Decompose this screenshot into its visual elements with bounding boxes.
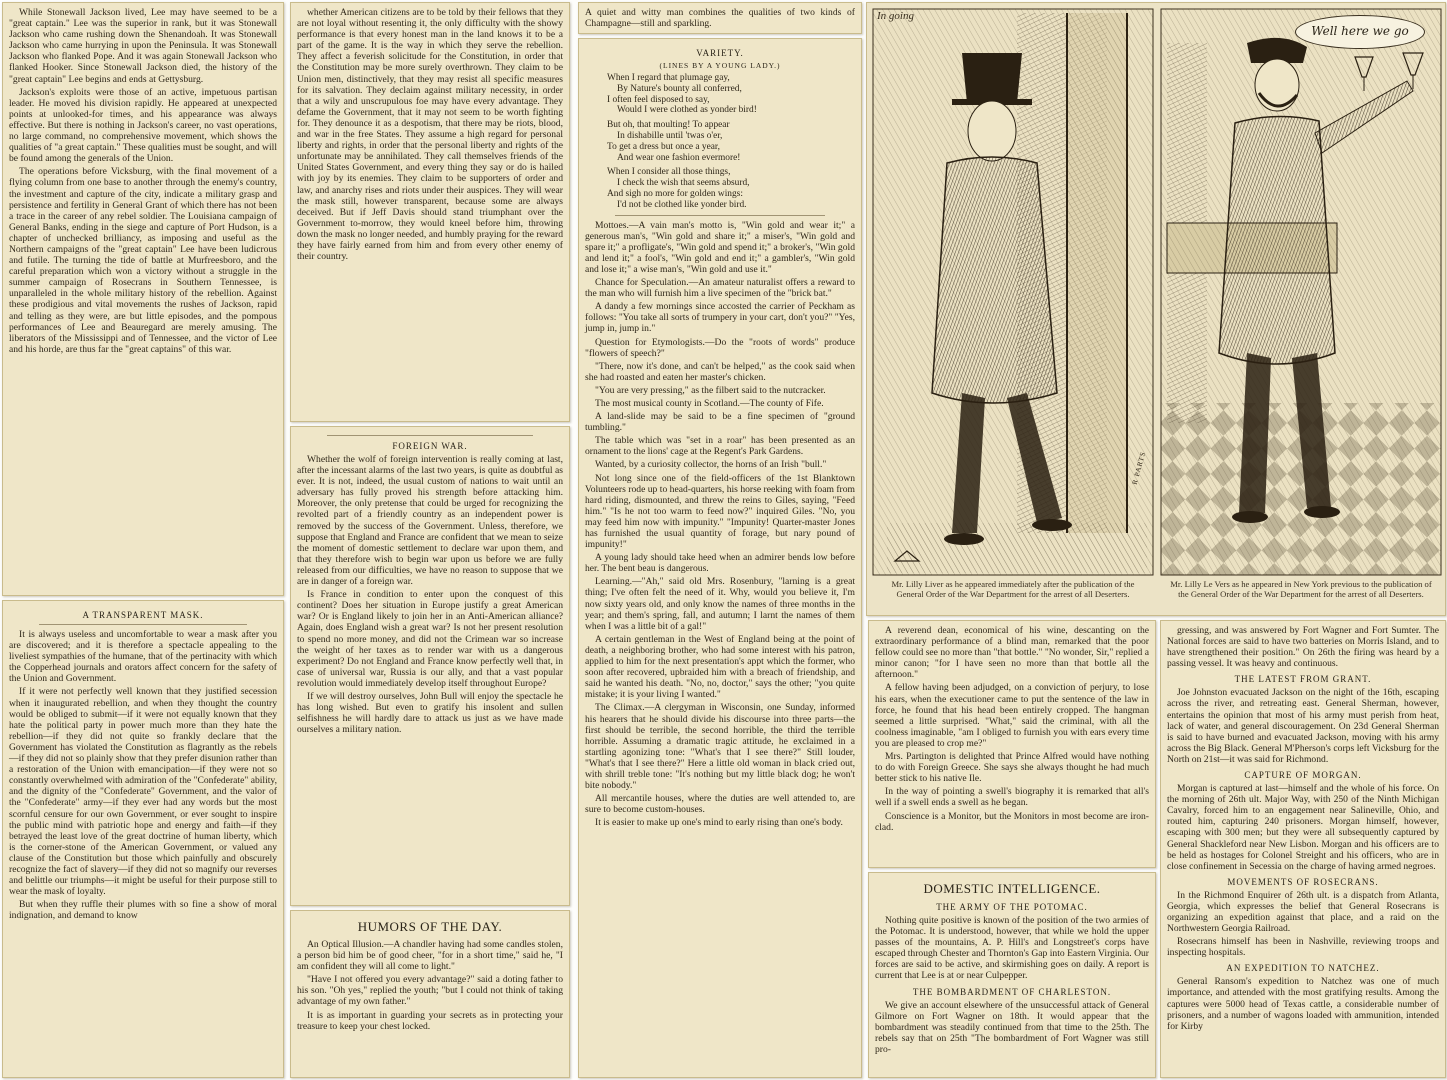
paragraph: In the Richmond Enquirer of 26th ult. is a dispatch from Atlanta, Georgia, which expresses the belief that General Rosecrans is organizing an expedition against that place, and a raid on the Northwestern Georgia Railroad.: [1167, 889, 1439, 935]
paragraph: Nothing quite positive is known of the position of the two armies of the Potomac. It is understood, however, that while we hold the upper passes of the mountains, A. P. Hill's and Longstreet's corps have escaped through Chester and Thornton's Gap into Eastern Virginia. Our forces are said to be active, and skirmishing goes on daily. A report is current that Lee is at or near Culpepper.: [875, 915, 1149, 982]
heading-variety: VARIETY.: [696, 48, 744, 58]
paragraph: Question for Etymologists.—Do the "roots of words" produce "flowers of speech?": [585, 336, 855, 359]
clipping-war-news: [1160, 620, 1446, 1078]
paragraph: Not long since one of the field-officers of the 1st Blanktown Volunteers rode up to head-quarters, his horse reeking with foam from hard riding, dismounted, and threw the reins to Giles, saying, "Feed him." "Is he not too warm to feed now?" inquired Giles. "No, you may feed him now with impunity." "Impunity! Quarter-master Jones has furnished the usual quantity of forage, but nary pound of impunity!": [585, 472, 855, 551]
paragraph: Mrs. Partington is delighted that Prince Alfred would have nothing to do with Foreign Greece. She says she always thought he had much better stick to his native Ile.: [875, 751, 1149, 785]
paragraph: A land-slide may be said to be a fine specimen of "ground tumbling.": [585, 411, 855, 434]
subheading-army-potomac: THE ARMY OF THE POTOMAC.: [936, 902, 1088, 912]
subheading-capture-morgan: CAPTURE OF MORGAN.: [1244, 770, 1362, 781]
paragraph: Jackson's exploits were those of an active, impetuous partisan leader. He moved his division rapidly. He appeared at unexpected points at unlooked-for times, and his appearance was always effective. But there is nothing in Jackson's career, no vast operations, no large command, no comprehensive movement, which shows the qualities of "a great captain." These qualities must be sought, and will be found among the generals of the Union.: [9, 86, 277, 165]
clipping-champagne: [578, 2, 862, 34]
paragraph: If we will destroy ourselves, John Bull will enjoy the spectacle he has long wished. But even to gratify his insolent and sullen selfishness he will hardly dare to attack us just as we have made ourselves a military nation.: [297, 690, 563, 736]
caption-right: Mr. Lilly Le Vers as he appeared in New York previous to the publication of the General Order of the War Department for the arrest of all Deserters.: [1170, 579, 1432, 599]
column4-paragraphs: [875, 625, 1149, 833]
clipping-anecdotes: [868, 620, 1156, 868]
engraving-lilly-liver: [866, 2, 1446, 616]
paragraph: Whether the wolf of foreign intervention is really coming at last, after the incessant alarms of the last two years, is quite as doubtful as ever. It is not, indeed, the usual custom of nations to wait until an adversary has fully proved his strength before attacking him. Moreover, the only pretense that could be urged for recognizing the revolted part of a friendly country as an independent power is removed by the success of the Government. Unless, therefore, we suppose that England and France are confident that we mean to seize the moment of domestic settlement to declare war upon them, and that they therefore wish to begin war upon us before we are fully released from our difficulties, we have no reason to suppose that we are in danger of a foreign war.: [297, 454, 563, 588]
paragraph: All mercantile houses, where the duties are well attended to, are sure to become custom-houses.: [585, 793, 855, 816]
heading-humors-of-the-day: HUMORS OF THE DAY.: [357, 919, 503, 934]
column3-paragraphs: [585, 220, 855, 829]
divider: [39, 624, 247, 625]
column2-paragraphs-2: [297, 454, 563, 735]
clipping-humors: [290, 910, 570, 1078]
paragraph: A certain gentleman in the West of England being at the point of death, a neighboring brother, who had some interest with his patron, applied to him for the next presentation's appt which the former, who soon after recovered, upbraided him with a breach of friendship, and said he wanted his death. "No, no, doctor," says the other; "you quite mistake; it is your living I wanted.": [585, 633, 855, 701]
poem-line: By Nature's bounty all conferred,: [617, 83, 742, 94]
paragraph: An Optical Illusion.—A chandler having had some candles stolen, a person bid him be of good cheer, "for in a short time," said he, "I am confident they will all come to light.": [297, 939, 563, 973]
column2-paragraphs: [297, 7, 563, 262]
column1-paragraphs: [9, 7, 277, 355]
engraving-illustration: [867, 3, 1446, 616]
column5-paragraphs-2: [1167, 687, 1439, 765]
paragraph: Rosecrans himself has been in Nashville, reviewing troops and inspecting hospitals.: [1167, 936, 1439, 959]
column2-paragraphs-3: [297, 939, 563, 1032]
paragraph: Morgan is captured at last—himself and the whole of his force. On the morning of 26th ult. Major Way, with 250 of the Ninth Michigan Cavalry, forced him to an engagement near Salineville, Ohio, and routed him, capturing 240 prisoners. Morgan himself, however, escaping with 300 men; but they were all subsequently captured by General Shackleford near New Lisbon. Morgan and his officers are to be held as hostages for Colonel Streight and his officers, who are in close confinement in Secessia on the charge of having armed negroes.: [1167, 783, 1439, 872]
paragraph: Is France in condition to enter upon the conquest of this continent? Does her situation in Europe justify a great American war? Or is England likely to join her in an Anti-American alliance? Again, does England wish a great war? Is not her present resolution to spend no more money, and did not the Crimean war so increase the weight of her taxes as to render war with us a dangerous experiment? Do not England and France know perfectly well that, in case of universal war, Russia is our ally, and that a vast popular revolution would immediately develop itself throughout Europe?: [297, 589, 563, 689]
poem-line: In dishabille until 'twas o'er,: [617, 130, 723, 141]
paragraph: In the way of pointing a swell's biography it is remarked that all's well if a swell ends a swell as he began.: [875, 786, 1149, 809]
poem-line: I check the wish that seems absurd,: [617, 178, 750, 189]
column4-paragraphs-3: [875, 1000, 1149, 1055]
column5-paragraphs-5: [1167, 976, 1439, 1031]
paragraph: "Have I not offered you every advantage?" said a doting father to his son. "Oh yes," replied the youth; "but I could not think of taking advantage of my own father.": [297, 974, 563, 1008]
paragraph: A reverend dean, economical of his wine, descanting on the extraordinary performance of a blind man, remarked that the poor fellow could see no more than "that bottle." "No wonder, Sir," replied a minor canon; "for I have seen no more than that bottle all the afternoon.": [875, 625, 1149, 681]
paragraph: A young lady should take heed when an admirer bends low before her. The bent beau is dangerous.: [585, 552, 855, 575]
subheading-bombardment-charleston: THE BOMBARDMENT OF CHARLESTON.: [912, 986, 1112, 997]
heading-transparent-mask: A TRANSPARENT MASK.: [82, 610, 204, 620]
paragraph: "You are very pressing," as the filbert said to the nutcracker.: [595, 384, 826, 396]
poem-line: When I consider all those things,: [607, 167, 731, 178]
clipping-domestic-intelligence: [868, 872, 1156, 1078]
column4-paragraphs-2: [875, 915, 1149, 982]
door-sign: R PARTS: [1130, 450, 1148, 486]
paragraph: Conscience is a Monitor, but the Monitors in most become are iron-clad.: [875, 810, 1149, 833]
column5-paragraphs: [1167, 625, 1439, 669]
clipping-mask-continued: [290, 2, 570, 422]
paragraph: If it were not perfectly well known that they justified secession when it inaugurated rebellion, and when they thought the country would be obliged to submit—if it were not equally known that they hate the political party in power much more than they hate the rebellion—if they did not quite so frankly declare that the Government has violated the Constitution as flagrantly as the rebels—if they did not so plainly show that they prefer disunion rather than a restoration of the Union with emancipation—if they were not so constantly overwhelmed with admiration of the "Confederate" ability, and the dignity of the "Confederate" Government, and the valor of the "Confederate" army—if they ever had any words but the most scornful censure for our own Government, or ever sought to inspire the public mind with patriotic hope and energy and faith—if they betrayed the least love of the great doctrine of human liberty, which is the corner-stone of the American Government, or valued any clause of the Constitution but those which painfully and obscurely recognize the fact of slavery—if they did not so magnify our reverses and belittle our triumphs—it might be useful for their purpose still to wear the mask of loyalty.: [9, 686, 277, 898]
paragraph: While Stonewall Jackson lived, Lee may have seemed to be a "great captain." Lee was the superior in rank, but it was Stonewall Jackson who came rushing down the Shenandoah. It was Stonewall Jackson who came hurrying in upon the Peninsula. It was Stonewall Jackson who flanked Pope. And it was again Stonewall Jackson who flanked Hooker. Since Stonewall Jackson died, the history of the "great captain" Lee begins and ends at Gettysburg.: [9, 7, 277, 85]
engraving-label-left: In going: [877, 10, 914, 22]
column5-paragraphs-3: [1167, 783, 1439, 872]
paragraph: Mottoes.—A vain man's motto is, "Win gold and wear it;" a generous man's, "Win gold and share it;" a miser's, "Win gold and spare it;" a profligate's, "Win gold and spend it;" a broker's, "Win gold and lend it;" a fool's, "Win gold and end it;" a gambler's, "Win gold and lose it;" a wise man's, "Win gold and use it.": [585, 219, 855, 275]
clipping-variety: [578, 38, 862, 1078]
poem-line: I'd not be clothed like yonder bird.: [617, 199, 747, 210]
subheading-movements-rosecrans: MOVEMENTS OF ROSECRANS.: [1227, 876, 1379, 887]
paragraph: Joe Johnston evacuated Jackson on the night of the 16th, escaping across the river, and retreating east. General Sherman, however, entertains the opinion that most of his army must perish from heat, lack of water, and general discouragement. On 23d General Sherman is said to have burned and evacuated Jackson, moving with his army across the Big Black. General M'Pherson's corps left Vicksburg for the North on 21st—it was said for Richmond.: [1167, 687, 1439, 765]
poem-line: I often feel disposed to say,: [607, 94, 710, 105]
clipping-great-captain: [2, 2, 284, 596]
poem-line: To get a dress but once a year,: [607, 141, 720, 152]
column1-paragraphs-2: [9, 629, 277, 921]
paragraph: We give an account elsewhere of the unsuccessful attack of General Gilmore on Fort Wagner on 18th. It would appear that the bombardment was steadily continued from that time to the 25th. The rebels say that on 25th "The bombardment of Fort Wagner was still pro-: [875, 999, 1149, 1055]
divider: [327, 435, 533, 436]
subheading-variety: (LINES BY A YOUNG LADY.): [659, 61, 781, 70]
heading-domestic-intelligence: DOMESTIC INTELLIGENCE.: [923, 881, 1101, 896]
column5-paragraphs-4: [1167, 890, 1439, 959]
paragraph: The operations before Vicksburg, with the final movement of a flying column from one base to another through the enemy's country, the investment and capture of the city, indicate a military grasp and persistence and fertility in General Grant of which there has not been a trace in the career of any rebel soldier. The Louisiana campaign of General Banks, ending in the siege and capture of Port Hudson, is a chapter of unchecked brilliancy, as imposing and useful as the Northern campaigns of the "great captain" Lee have been ludicrous and futile. The turning the tide of battle at Murfreesboro, and the careful preparation which won a victory without a struggle in the summer campaign of Rosecrans in Southern Tennessee, is unparalleled in the whole military history of the rebellion. Against these prodigious and vital movements the rushes of Jackson, rapid and telling as they were, are but little episodes, and the pompous performances of Lee and Beauregard are merely amusing. The liberators of the Mississippi and of Tennessee, and the victor of Lee and his horde, are thus far the "great captains" of this war.: [9, 166, 277, 355]
poem-line: And wear one fashion evermore!: [617, 152, 741, 163]
paragraph: It is easier to make up one's mind to early rising than one's body.: [595, 817, 843, 829]
paragraph: General Ransom's expedition to Natchez was one of much importance, and attended with the most gratifying results. Among the captures were 5000 head of Texas cattle, a considerable number of prisoners, and a number of wagons loaded with ammunition, intended for Kirby: [1167, 976, 1439, 1032]
poem-line: And sigh no more for golden wings:: [607, 188, 743, 199]
clipping-transparent-mask: [2, 600, 284, 1078]
paragraph: The most musical county in Scotland.—The county of Fife.: [595, 397, 824, 409]
paragraph: But when they ruffle their plumes with so fine a show of moral indignation, and demand to know: [9, 899, 277, 922]
paragraph: The table which was "set in a roar" has been presented as an ornament to the lions' cage at the Regent's Park Gardens.: [585, 435, 855, 458]
paragraph: Wanted, by a curiosity collector, the horns of an Irish "bull.": [595, 459, 827, 471]
paragraph: Learning.—"Ah," said old Mrs. Rosenbury, "larning is a great thing; I've often felt the need of it. Why, would you believe it, I'm now sixty years old, and only know the names of three months in the year; and them's spring, fall, and autumn; I larnt the names of them when I was a little bit of a gal!": [585, 576, 855, 632]
champagne-quip: A quiet and witty man combines the qualities of two kinds of Champagne—still and sparkling.: [585, 7, 855, 30]
paragraph: Chance for Speculation.—An amateur naturalist offers a reward to the man who will furnish him a live specimen of the "brick bat.": [585, 277, 855, 300]
caption-left: Mr. Lilly Liver as he appeared immediately after the publication of the General Order of the War Department for the arrest of all Deserters.: [891, 579, 1135, 599]
subheading-latest-grant: THE LATEST FROM GRANT.: [1234, 674, 1372, 685]
divider: [615, 215, 825, 216]
paragraph: gressing, and was answered by Fort Wagner and Fort Sumter. The National forces are said to have two batteries on Morris Island, and to have strengthened their position." On 26th the firing was heard by a passing vessel. It was heavy and continuous.: [1167, 625, 1439, 670]
poem-line: Would I were clothed as yonder bird!: [617, 105, 757, 116]
paragraph: It is always useless and uncomfortable to wear a mask after you are discovered; and it is therefore a spectacle appealing to the liveliest sympathies of the humane, that of the pertinacity with which the Copperhead journals and orators affect concern for the safety of the Union and Government.: [9, 629, 277, 685]
paragraph: A fellow having been adjudged, on a conviction of perjury, to lose his ears, when the executioner came to put the sentence of the law in force, he found that his head been entirely cropped. The hangman seemed a little surprised. "What," said the criminal, with all the coolness imaginable, "am I obliged to furnish you with ears every time you are pleased to crop me?": [875, 682, 1149, 749]
poem: [585, 73, 855, 211]
paragraph: A dandy a few mornings since accosted the carrier of Peckham as follows: "You take all sorts of trumpery in your cart, don't you?" "Yes, jump in, jump in.": [585, 301, 856, 335]
paragraph: "There, now it's done, and can't be helped," as the cook said when she had roasted and eaten her master's chicken.: [585, 360, 855, 383]
clipping-foreign-war: [290, 426, 570, 906]
paragraph: whether American citizens are to be told by their fellows that they are not loyal without resenting it, the only difficulty with the showy performance is that every honest man in the land knows it to be a part of the game. It is the way in which they serve the rebellion. They affect a feverish solicitude for the Constitution, in order that the Constitution may be more surely overthrown. They claim to be Union men, distinctively, that they may resist all specific measures for its salvation. They declaim against military necessity, in order that a wily and unscrupulous foe may have every advantage. They defame the Government, that it may not seem to be worth fighting for. They denounce it as a despotism, that there may be riots, blood, and war in the free States. They assume a high regard for personal liberty and rights, in order that the personal liberty and rights of the unfortunate may be annihilated. They call themselves friends of the United States Government, and every thing they say or do is hailed with joy by its enemies. They claim to be supporters of order and law, and anarchy rises and riots under their auspices. They will wear the mask still, however transparent, because some are always deceived. But if Jeff Davis should stand triumphant over the Government to-morrow, they would kneel before him, throwing down the mask no longer needed, and humbly praying for the reward they have fairly earned from him and from every other enemy of their country.: [297, 7, 563, 263]
heading-foreign-war: FOREIGN WAR.: [392, 441, 468, 451]
poem-line: But oh, that moulting! To appear: [607, 120, 730, 131]
subheading-expedition-natchez: AN EXPEDITION TO NATCHEZ.: [1226, 963, 1380, 974]
speech-bubble: Well here we go: [1295, 15, 1425, 49]
paragraph: The Climax.—A clergyman in Wisconsin, one Sunday, informed his hearers that he should divide his discourse into three parts—the first should be terrible, the second horrible, the third the terrible horrible. Assuming a dramatic tragic attitude, he exclaimed in a startling agonizing tone: "What's that I see there?" Still louder, "What's that I see there?" Here a little old woman in black cried out, with shrill treble tone: "It's nothing but my little black dog; he won't bite nobody.": [585, 702, 855, 792]
paragraph: It is as important in guarding your secrets as in protecting your treasure to keep your chest locked.: [297, 1009, 563, 1032]
poem-line: When I regard that plumage gay,: [607, 73, 730, 83]
